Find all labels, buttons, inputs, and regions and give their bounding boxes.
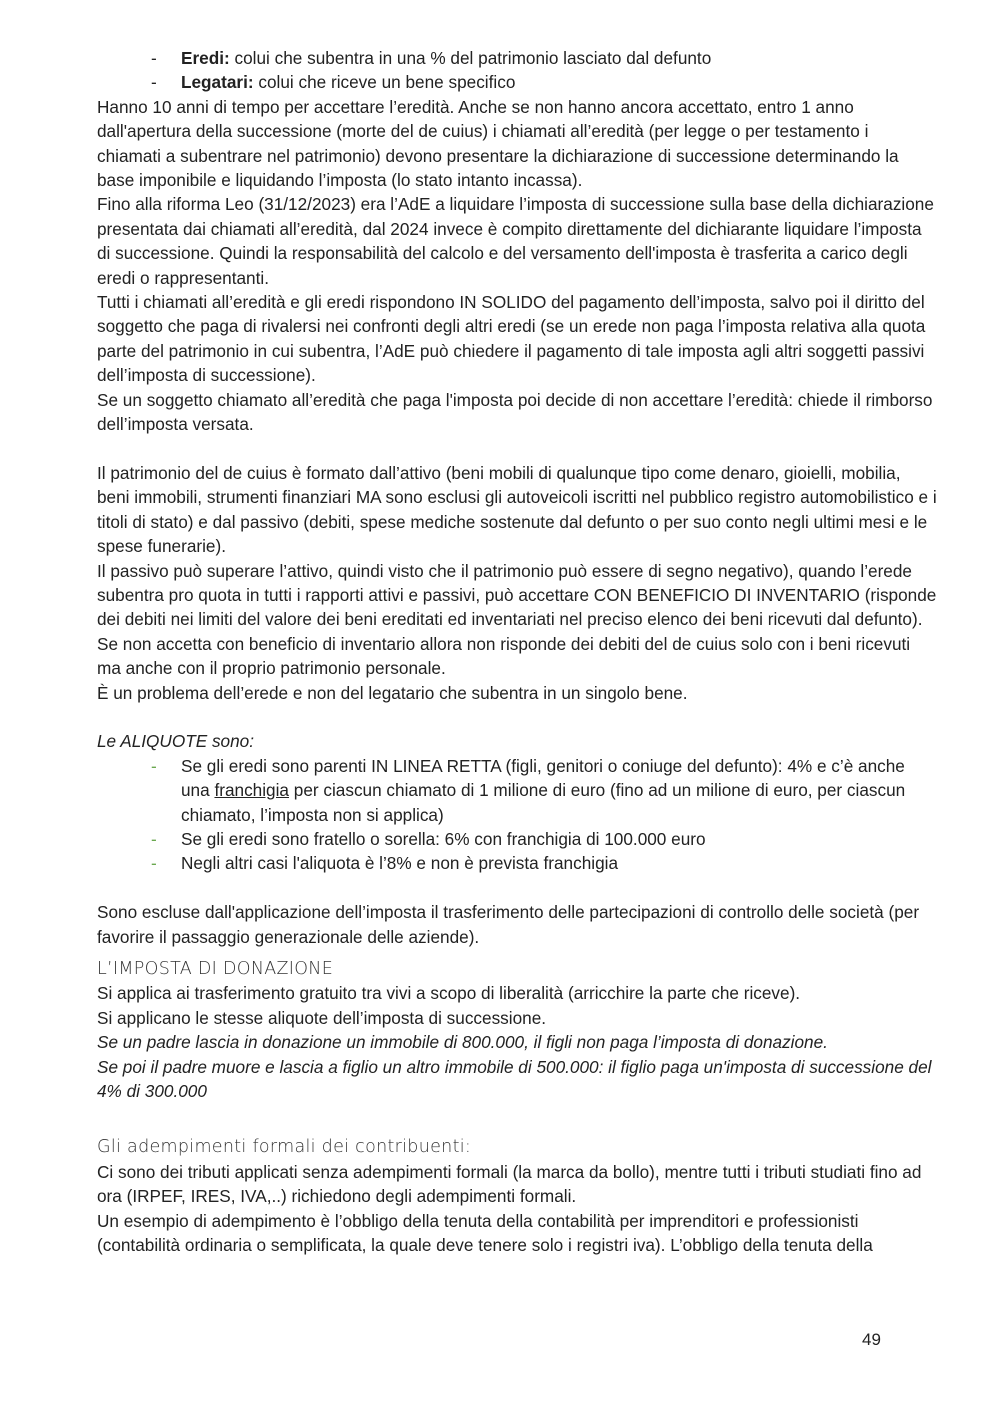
list-dash: - — [151, 72, 157, 93]
list-text: colui che subentra in una % del patrimonio lasciato dal defunto — [229, 48, 712, 68]
paragraph: Se un soggetto chiamato all’eredità che paga l'imposta poi decide di non accettare l’eredità: chiede il rimborso dell’imposta versata. — [97, 389, 933, 435]
paragraph: Si applica ai trasferimento gratuito tra vivi a scopo di liberalità (arricchire la parte che riceve). — [97, 983, 801, 1004]
list-dash: - — [151, 48, 157, 68]
paragraph: Sono escluse dall'applicazione dell’imposta il trasferimento delle partecipazioni di controllo delle società (per favorire il passaggio generazionale delle aziende). — [97, 902, 920, 947]
list-item — [97, 851, 937, 875]
paragraph: È un problema dell’erede e non del legatario che subentra in un singolo bene. — [97, 682, 688, 703]
definitions-list — [97, 46, 937, 95]
list-term: Legatari: — [181, 72, 254, 93]
list-dash: - — [151, 828, 157, 849]
list-item — [97, 70, 937, 94]
list-dash: - — [151, 755, 157, 776]
list-text: colui che riceve un bene specifico — [253, 72, 516, 93]
list-item — [97, 827, 937, 851]
example-text: Se poi il padre muore e lascia a figlio un altro immobile di 500.000: il figlio paga un'imposta di successione del 4% di 300.000 — [97, 1056, 932, 1102]
list-dash: - — [151, 853, 157, 874]
paragraph: Hanno 10 anni di tempo per accettare l’eredità. Anche se non hanno ancora accettato, entro 1 anno dall'apertura della successione (morte del de cuius) i chiamati all’eredità (per legge o per testamento i chiamati a subentrare nel patrimonio) devono presentare la dichiarazione di successione determinando la base imponibile e liquidando l’imposta (lo stato intanto incassa). — [97, 96, 899, 191]
paragraph: Il passivo può superare l’attivo, quindi visto che il patrimonio può essere di segno negativo), quando l’erede subentra pro quota in tutti i rapporti attivi e passivi, può accettare CON BENEFICIO DI INVENTARIO (risponde dei debiti nei limiti del valore dei beni ereditati ed inventariati nel preciso elenco dei beni ricevuti dal defunto). — [97, 560, 937, 630]
list-text: Se gli eredi sono parenti IN LINEA RETTA (figli, genitori o coniuge del defunto): 4% e c’è anche una — [181, 755, 905, 801]
paragraph: Il patrimonio del de cuius è formato dall’attivo (beni mobili di qualunque tipo come denaro, gioielli, mobilia, beni immobili, strumenti finanziari MA sono esclusi gli autoveicoli iscritti nel pubblico registro automobilistico e i titoli di stato) e dal passivo (debiti, spese mediche sostenute dal defunto o per suo conto negli ultimi mesi e le spese funerarie). — [97, 462, 937, 557]
list-text: per ciascun chiamato di 1 milione di euro (fino ad un milione di euro, per ciascun chiamato, l’imposta non si applica) — [181, 780, 906, 825]
page-number: 49 — [862, 1330, 881, 1349]
paragraph: Fino alla riforma Leo (31/12/2023) era l’AdE a liquidare l’imposta di successione sulla base della dichiarazione presentata dai chiamati all’eredità, dal 2024 invece è compito direttamente del dichiarante liquidare l’imposta di successione. Quindi la responsabilità del calcolo e del versamento dell'imposta è trasferita a carico degli eredi o rappresentanti. — [97, 194, 934, 288]
franchigia-link[interactable]: franchigia — [214, 780, 289, 801]
list-text: Negli altri casi l'aliquota è l’8% e non è prevista franchigia — [181, 853, 619, 874]
paragraph: Se non accetta con beneficio di inventario allora non risponde dei debiti del de cuius solo con i beni ricevuti ma anche con il proprio patrimonio personale. — [97, 633, 911, 679]
paragraph: Tutti i chiamati all’eredità e gli eredi rispondono IN SOLIDO del pagamento dell’imposta, salvo poi il diritto del soggetto che paga di rivalersi nei confronti degli altri eredi (se un erede non paga l’imposta relativa alla quota parte del patrimonio in cui subentra, l’AdE può chiedere il pagamento di tale imposta agli altri soggetti passivi dell’imposta di successione). — [97, 292, 926, 386]
page-content — [97, 46, 937, 1257]
list-text: Se gli eredi sono fratello o sorella: 6% con franchigia di 100.000 euro — [181, 828, 706, 849]
paragraph: Ci sono dei tributi applicati senza adempimenti formali (la marca da bollo), mentre tutti i tributi studiati fino ad ora (IRPEF, IRES, IVA,..) richiedono degli adempimenti formali. — [97, 1161, 922, 1207]
paragraph: Si applicano le stesse aliquote dell’imposta di successione. — [97, 1007, 547, 1028]
aliquote-heading: Le ALIQUOTE sono: — [97, 731, 254, 752]
paragraph: Un esempio di adempimento è l’obbligo della tenuta della contabilità per imprenditori e professionisti (contabilità ordinaria o semplificata, la quale deve tenere solo i registri iva). L’obbligo della tenuta della — [97, 1210, 873, 1256]
section-heading-adempimenti: Gli adempimenti formali dei contribuenti: — [97, 1137, 472, 1158]
aliquote-list — [97, 754, 937, 876]
list-item — [97, 46, 937, 70]
example-text: Se un padre lascia in donazione un immobile di 800.000, il figli non paga l’imposta di donazione. — [97, 1032, 828, 1053]
list-item — [97, 754, 937, 827]
section-heading-donazione: L’IMPOSTA DI DONAZIONE — [97, 958, 334, 979]
list-term: Eredi: — [181, 48, 230, 68]
